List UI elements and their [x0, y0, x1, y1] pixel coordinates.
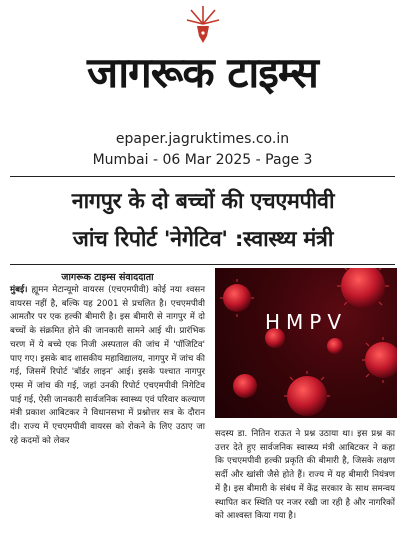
article-body-left: ह्यूमन मेटान्यूमो वायरस (एचएमपीवी) कोई नया श्वसन वायरस नहीं है, बल्कि यह 2001 से प्रचलित है। एचएमपीवी आमतौर पर एक हल्की बीमारी है। इस बीमारी से नागपुर में दो बच्चों के संक्रमित होने की जानकारी सामने आई थी। प्रारंभिक चरण में ये बच्चे एक निजी अस्पताल की जांच में 'पॉजिटिव' पाए गए। इसके बाद शासकीय महाविद्यालय, नागपुर में जांच की गई, जिसमें रिपोर्ट 'बॉर्डर लाइन' आई। इसके पश्चात नागपुर एम्स में जांच की गई, जहां उनकी रिपोर्ट एचएमपीवी निगेटिव पाई गई, ऐसी जानकारी सार्वजनिक स्वास्थ्य एवं परिवार कल्याण मंत्री प्रकाश आबिटकर ने विधानसभा में प्रश्नोत्तर सत्र के दौरान दी। राज्य में एचएमपीवी वायरस को रोकने के लिए उठाए जा रहे कदमों को लेकर — [10, 285, 205, 446]
pen-nib-sunburst-icon — [185, 4, 221, 44]
byline: जागरूक टाइम्स संवाददाता — [61, 272, 154, 283]
edition-date-line: Mumbai - 06 Mar 2025 - Page 3 — [92, 152, 313, 168]
top-divider — [10, 176, 395, 177]
newspaper-title: जागरूक टाइम्स — [87, 48, 318, 97]
dateline: मुंबई। — [10, 285, 28, 295]
hmpv-virus-photo — [215, 268, 397, 418]
headline-line-1: नागपुर के दो बच्चों की एचएमपीवी — [71, 189, 335, 214]
epaper-url: epaper.jagruktimes.co.in — [115, 131, 290, 147]
edition-info — [0, 130, 405, 169]
headline-divider — [10, 264, 395, 265]
article-body-right: सदस्य डा. नितिन राऊत ने प्रश्न उठाया था। इस प्रश्न का उत्तर देते हुए सार्वजनिक स्वास्थ्य मंत्री आबिटकर ने कहा कि एचएमपीवी हल्की प्रकृति की बीमारी है, जिसके लक्षण सर्दी और खांसी जैसे होते हैं। राज्य में यह बीमारी नियंत्रण में है। इस बीमारी के संबंध में केंद्र सरकार के साथ समन्वय स्थापित कर स्थिति पर नजर रखी जा रही है और नागरिकों को आश्वस्त किया गया है। — [215, 429, 395, 522]
masthead — [0, 0, 405, 112]
headline-line-2: जांच रिपोर्ट 'नेगेटिव' :स्वास्थ्य मंत्री — [72, 227, 334, 252]
article-column-right — [215, 428, 395, 524]
article-column-left — [10, 284, 205, 448]
virus-particles-illustration — [215, 268, 397, 418]
article-headline — [8, 183, 398, 259]
photo-caption-hmpv: HMPV — [264, 310, 348, 334]
